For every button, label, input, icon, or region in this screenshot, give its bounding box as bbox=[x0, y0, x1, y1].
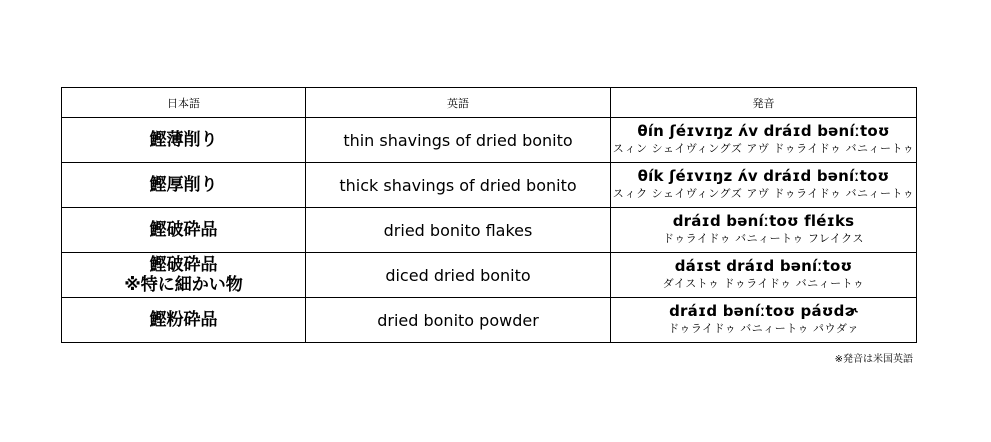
english-cell: thin shavings of dried bonito bbox=[306, 118, 611, 163]
pronunciation-cell bbox=[611, 118, 917, 163]
table-row bbox=[62, 118, 917, 163]
header-english: 英語 bbox=[306, 88, 611, 118]
ipa-text: dráɪd bəníːtoʊ fléɪks bbox=[672, 212, 855, 230]
katakana-reading: ダイストゥ ドゥライドゥ バニィートゥ bbox=[662, 277, 865, 290]
pronunciation-cell bbox=[611, 298, 917, 343]
japanese-cell bbox=[62, 208, 306, 253]
katakana-reading: ドゥライドゥ バニィートゥ フレイクス bbox=[662, 232, 865, 245]
ipa-text: θín ʃéɪvɪŋz ʌ́v dráɪd bəníːtoʊ bbox=[637, 122, 890, 140]
english-cell: thick shavings of dried bonito bbox=[306, 163, 611, 208]
table-row bbox=[62, 298, 917, 343]
table-row bbox=[62, 163, 917, 208]
table-row bbox=[62, 208, 917, 253]
pronunciation-cell bbox=[611, 163, 917, 208]
japanese-term: 鰹薄削り bbox=[149, 130, 218, 150]
english-cell: dried bonito powder bbox=[306, 298, 611, 343]
katakana-reading: スィン シェイヴィングズ アヴ ドゥライドゥ バニィートゥ bbox=[612, 142, 915, 155]
vocabulary-table bbox=[61, 87, 917, 343]
ipa-text: θík ʃéɪvɪŋz ʌ́v dráɪd bəníːtoʊ bbox=[637, 167, 890, 185]
pronunciation-cell bbox=[611, 208, 917, 253]
katakana-reading: スィク シェイヴィングズ アヴ ドゥライドゥ バニィートゥ bbox=[612, 187, 915, 200]
japanese-note: ※特に細かい物 bbox=[124, 275, 243, 295]
table-row bbox=[62, 253, 917, 298]
ipa-text: dráɪd bəníːtoʊ páʊdɚ bbox=[669, 302, 858, 320]
japanese-cell bbox=[62, 163, 306, 208]
vocabulary-table-container bbox=[61, 87, 916, 343]
ipa-text: dáɪst dráɪd bəníːtoʊ bbox=[674, 257, 853, 275]
japanese-term: 鰹破砕品 bbox=[149, 255, 218, 275]
pronunciation-cell bbox=[611, 253, 917, 298]
japanese-term: 鰹破砕品 bbox=[149, 220, 218, 240]
english-cell: dried bonito flakes bbox=[306, 208, 611, 253]
english-cell: diced dried bonito bbox=[306, 253, 611, 298]
header-pronunciation: 発音 bbox=[611, 88, 917, 118]
japanese-cell bbox=[62, 253, 306, 298]
japanese-cell bbox=[62, 118, 306, 163]
table-header-row bbox=[62, 88, 917, 118]
japanese-cell bbox=[62, 298, 306, 343]
katakana-reading: ドゥライドゥ バニィートゥ パウダァ bbox=[668, 322, 859, 335]
japanese-term: 鰹粉砕品 bbox=[149, 310, 218, 330]
pronunciation-footnote: ※発音は米国英語 bbox=[834, 354, 913, 365]
header-japanese: 日本語 bbox=[62, 88, 306, 118]
japanese-term: 鰹厚削り bbox=[149, 175, 218, 195]
